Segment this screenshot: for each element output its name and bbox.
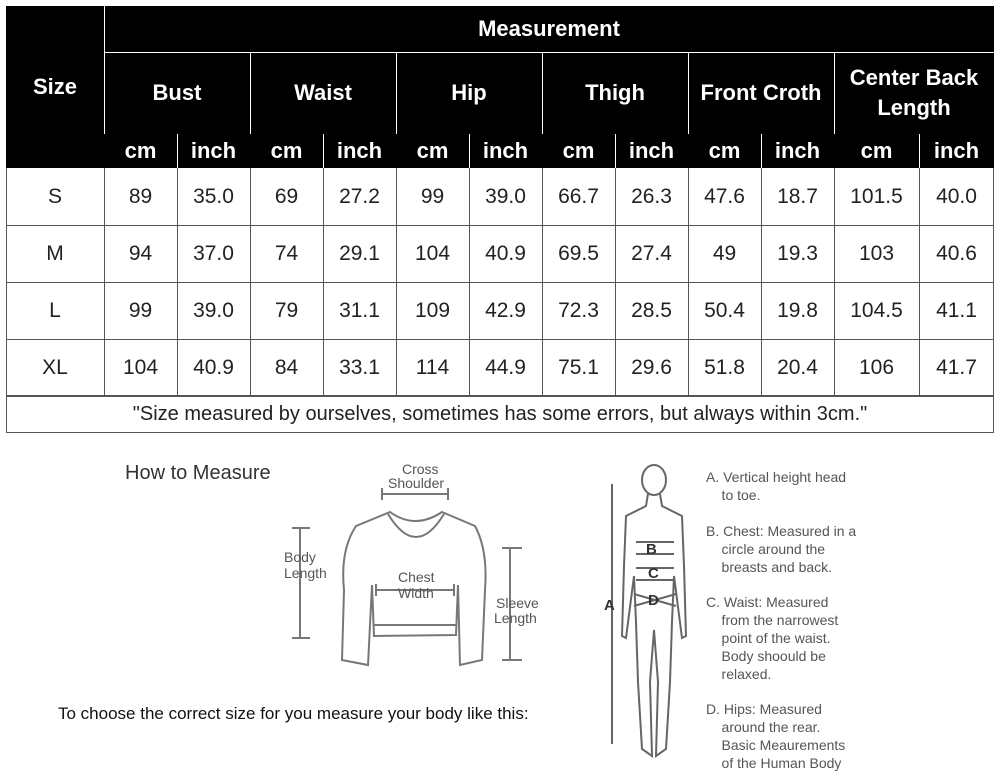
value-cell: 39.0 <box>485 184 526 208</box>
value-cell: 104 <box>122 355 159 379</box>
group-header: Center Back Length <box>834 52 994 134</box>
chest-label-1: Chest <box>398 569 435 585</box>
unit-header: cm <box>834 134 919 168</box>
value-cell: 44.9 <box>485 355 526 379</box>
value-cell: 103 <box>858 241 895 265</box>
sleeve-label-2: Length <box>494 610 537 626</box>
unit-header: inch <box>469 134 542 168</box>
sleeve-label-1: Sleeve <box>496 595 539 611</box>
letter-b: B <box>646 541 657 558</box>
value-cell: 42.9 <box>485 298 526 322</box>
unit-header: cm <box>688 134 761 168</box>
value-cell: 40.0 <box>936 184 977 208</box>
value-cell: 41.1 <box>936 298 977 322</box>
group-header: Hip <box>396 52 542 134</box>
unit-header: cm <box>104 134 177 168</box>
size-cell: S <box>47 184 62 208</box>
legend-b: B. Chest: Measured in a circle around the breasts and back. <box>706 523 857 575</box>
value-cell: 104 <box>414 241 451 265</box>
letter-c: C <box>648 565 659 582</box>
size-header: Size <box>6 6 104 168</box>
col-divider <box>919 168 920 396</box>
col-divider <box>688 168 689 396</box>
unit-divider <box>469 134 470 168</box>
header-hline <box>104 52 994 53</box>
value-cell: 27.2 <box>339 184 380 208</box>
measurement-header: Measurement <box>104 6 994 52</box>
col-divider <box>323 168 324 396</box>
size-cell: L <box>49 298 61 322</box>
legend-c: C. Waist: Measured from the narrowest point of the waist. Body shoould be relaxed. <box>706 594 839 682</box>
unit-header: cm <box>396 134 469 168</box>
col-divider <box>834 168 835 396</box>
instruction-text: To choose the correct size for you measure your body like this: <box>58 704 529 723</box>
size-cell: M <box>46 241 64 265</box>
group-header: Bust <box>104 52 250 134</box>
body-length-label-2: Length <box>284 565 327 581</box>
unit-divider <box>919 134 920 168</box>
col-divider <box>6 168 7 396</box>
value-cell: 79 <box>274 298 299 322</box>
cross-label-1: Cross <box>402 461 439 477</box>
letter-a: A <box>604 597 615 614</box>
value-cell: 99 <box>128 298 153 322</box>
value-cell: 75.1 <box>558 355 599 379</box>
value-cell: 47.6 <box>704 184 745 208</box>
unit-header: inch <box>761 134 834 168</box>
value-cell: 69 <box>274 184 299 208</box>
unit-header: inch <box>615 134 688 168</box>
value-cell: 51.8 <box>704 355 745 379</box>
measure-guide <box>0 440 1000 773</box>
col-divider <box>469 168 470 396</box>
cross-label-2: Shoulder <box>388 475 445 491</box>
value-cell: 39.0 <box>193 298 234 322</box>
value-cell: 106 <box>858 355 895 379</box>
letter-d: D <box>648 592 659 609</box>
col-divider <box>761 168 762 396</box>
size-cell: XL <box>42 355 68 379</box>
group-header: Thigh <box>542 52 688 134</box>
value-cell: 50.4 <box>704 298 745 322</box>
col-divider <box>993 168 994 396</box>
value-cell: 99 <box>420 184 445 208</box>
value-cell: 40.9 <box>193 355 234 379</box>
value-cell: 49 <box>712 241 737 265</box>
unit-divider <box>323 134 324 168</box>
unit-header: inch <box>919 134 994 168</box>
value-cell: 29.1 <box>339 241 380 265</box>
unit-header: cm <box>542 134 615 168</box>
value-cell: 26.3 <box>631 184 672 208</box>
value-cell: 69.5 <box>558 241 599 265</box>
col-divider <box>396 168 397 396</box>
group-header: Front Croth <box>688 52 834 134</box>
size-chart-table <box>6 6 994 433</box>
group-header: Waist <box>250 52 396 134</box>
unit-divider <box>177 134 178 168</box>
body-figure-diagram <box>598 444 708 769</box>
value-cell: 35.0 <box>193 184 234 208</box>
chest-label-2: Width <box>398 585 434 601</box>
value-cell: 27.4 <box>631 241 672 265</box>
col-divider <box>177 168 178 396</box>
value-cell: 114 <box>415 355 450 379</box>
value-cell: 20.4 <box>777 355 818 379</box>
value-cell: 37.0 <box>193 241 234 265</box>
value-cell: 109 <box>414 298 451 322</box>
unit-header: inch <box>323 134 396 168</box>
value-cell: 19.3 <box>777 241 818 265</box>
value-cell: 101.5 <box>850 184 903 208</box>
unit-divider <box>615 134 616 168</box>
value-cell: 40.9 <box>485 241 526 265</box>
value-cell: 41.7 <box>936 355 977 379</box>
how-to-measure-title: How to Measure <box>125 462 271 484</box>
size-note: "Size measured by ourselves, sometimes has some errors, but always within 3cm." <box>6 395 994 433</box>
value-cell: 29.6 <box>631 355 672 379</box>
unit-header: inch <box>177 134 250 168</box>
value-cell: 84 <box>274 355 299 379</box>
col-divider <box>615 168 616 396</box>
legend-d: D. Hips: Measured around the rear. Basic Meaurements of the Human Body <box>706 701 846 771</box>
value-cell: 18.7 <box>777 184 818 208</box>
value-cell: 89 <box>128 184 153 208</box>
unit-header: cm <box>250 134 323 168</box>
col-divider <box>542 168 543 396</box>
value-cell: 40.6 <box>936 241 977 265</box>
value-cell: 28.5 <box>631 298 672 322</box>
sweater-diagram <box>270 460 630 700</box>
value-cell: 31.1 <box>339 298 380 322</box>
value-cell: 94 <box>128 241 153 265</box>
value-cell: 33.1 <box>339 355 380 379</box>
value-cell: 74 <box>274 241 299 265</box>
value-cell: 104.5 <box>850 298 903 322</box>
value-cell: 66.7 <box>558 184 599 208</box>
legend-a: A. Vertical height head to toe. <box>706 469 847 503</box>
col-divider <box>104 168 105 396</box>
col-divider <box>250 168 251 396</box>
value-cell: 72.3 <box>558 298 599 322</box>
body-length-label-1: Body <box>284 549 316 565</box>
unit-divider <box>761 134 762 168</box>
value-cell: 19.8 <box>777 298 818 322</box>
